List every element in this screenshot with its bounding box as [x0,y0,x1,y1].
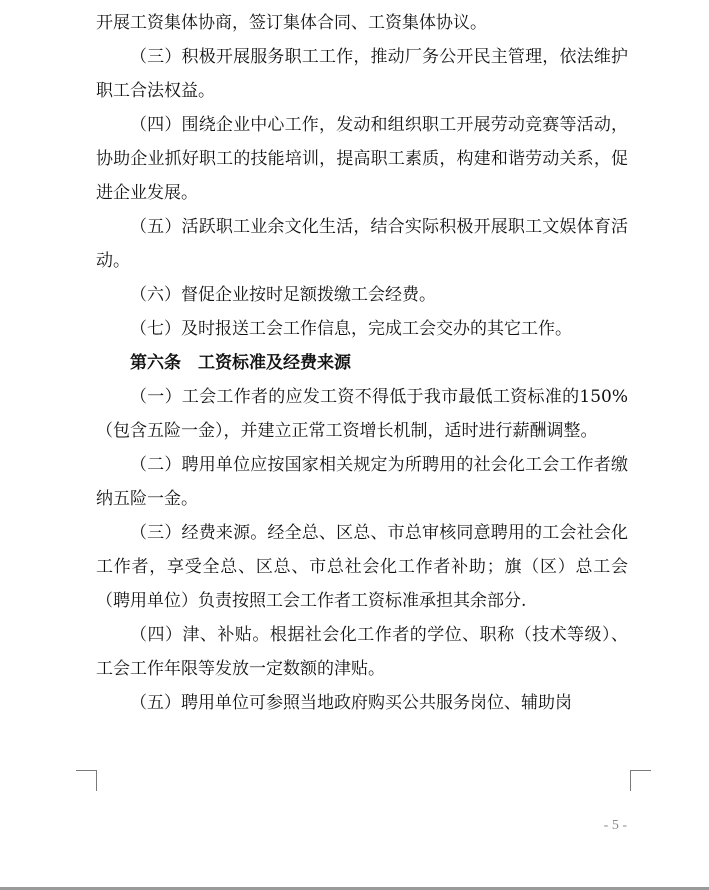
paragraph-wage-5: （五）聘用单位可参照当地政府购买公共服务岗位、辅助岗 [130,693,572,713]
paragraph-wage-4: （四）津、补贴。根据社会化工作者的学位、职称（技术等级）、工会工作年限等发放一定数额的津贴。 [96,625,628,679]
paragraph-wage-3: （三）经费来源。经全总、区总、市总审核同意聘用的工会社会化工作者，享受全总、区总、市总社会化工作者补助；旗（区）总工会（聘用单位）负责按照工会工作者工资标准承担其余部分. [96,523,628,611]
paragraph-item-5: （五）活跃职工业余文化生活，结合实际积极开展职工文娱体育活动。 [96,217,628,271]
paragraph-item-6: （六）督促企业按时足额拨缴工会经费。 [130,285,436,305]
paragraph-item-4: （四）围绕企业中心工作，发动和组织职工开展劳动竞赛等活动，协助企业抓好职工的技能培训，提高职工素质，构建和谐劳动关系，促进企业发展。 [96,115,628,203]
margin-corner-mark-left [76,770,97,791]
paragraph-wage-2: （二）聘用单位应按国家相关规定为所聘用的社会化工会工作者缴纳五险一金。 [96,455,628,509]
section-heading: 第六条 工资标准及经费来源 [130,353,351,373]
paragraph-item-7: （七）及时报送工会工作信息，完成工会交办的其它工作。 [130,319,572,339]
page-number: - 5 - [603,818,627,833]
paragraph-item-3: （三）积极开展服务职工工作，推动厂务公开民主管理，依法维护职工合法权益。 [96,47,628,101]
paragraph-continuation: 开展工资集体协商，签订集体合同、工资集体协议。 [96,13,487,33]
document-body [96,6,628,720]
margin-corner-mark-right [630,770,651,791]
paragraph-wage-1: （一）工会工作者的应发工资不得低于我市最低工资标准的150%（包含五险一金），并建立正常工资增长机制，适时进行薪酬调整。 [96,387,628,441]
